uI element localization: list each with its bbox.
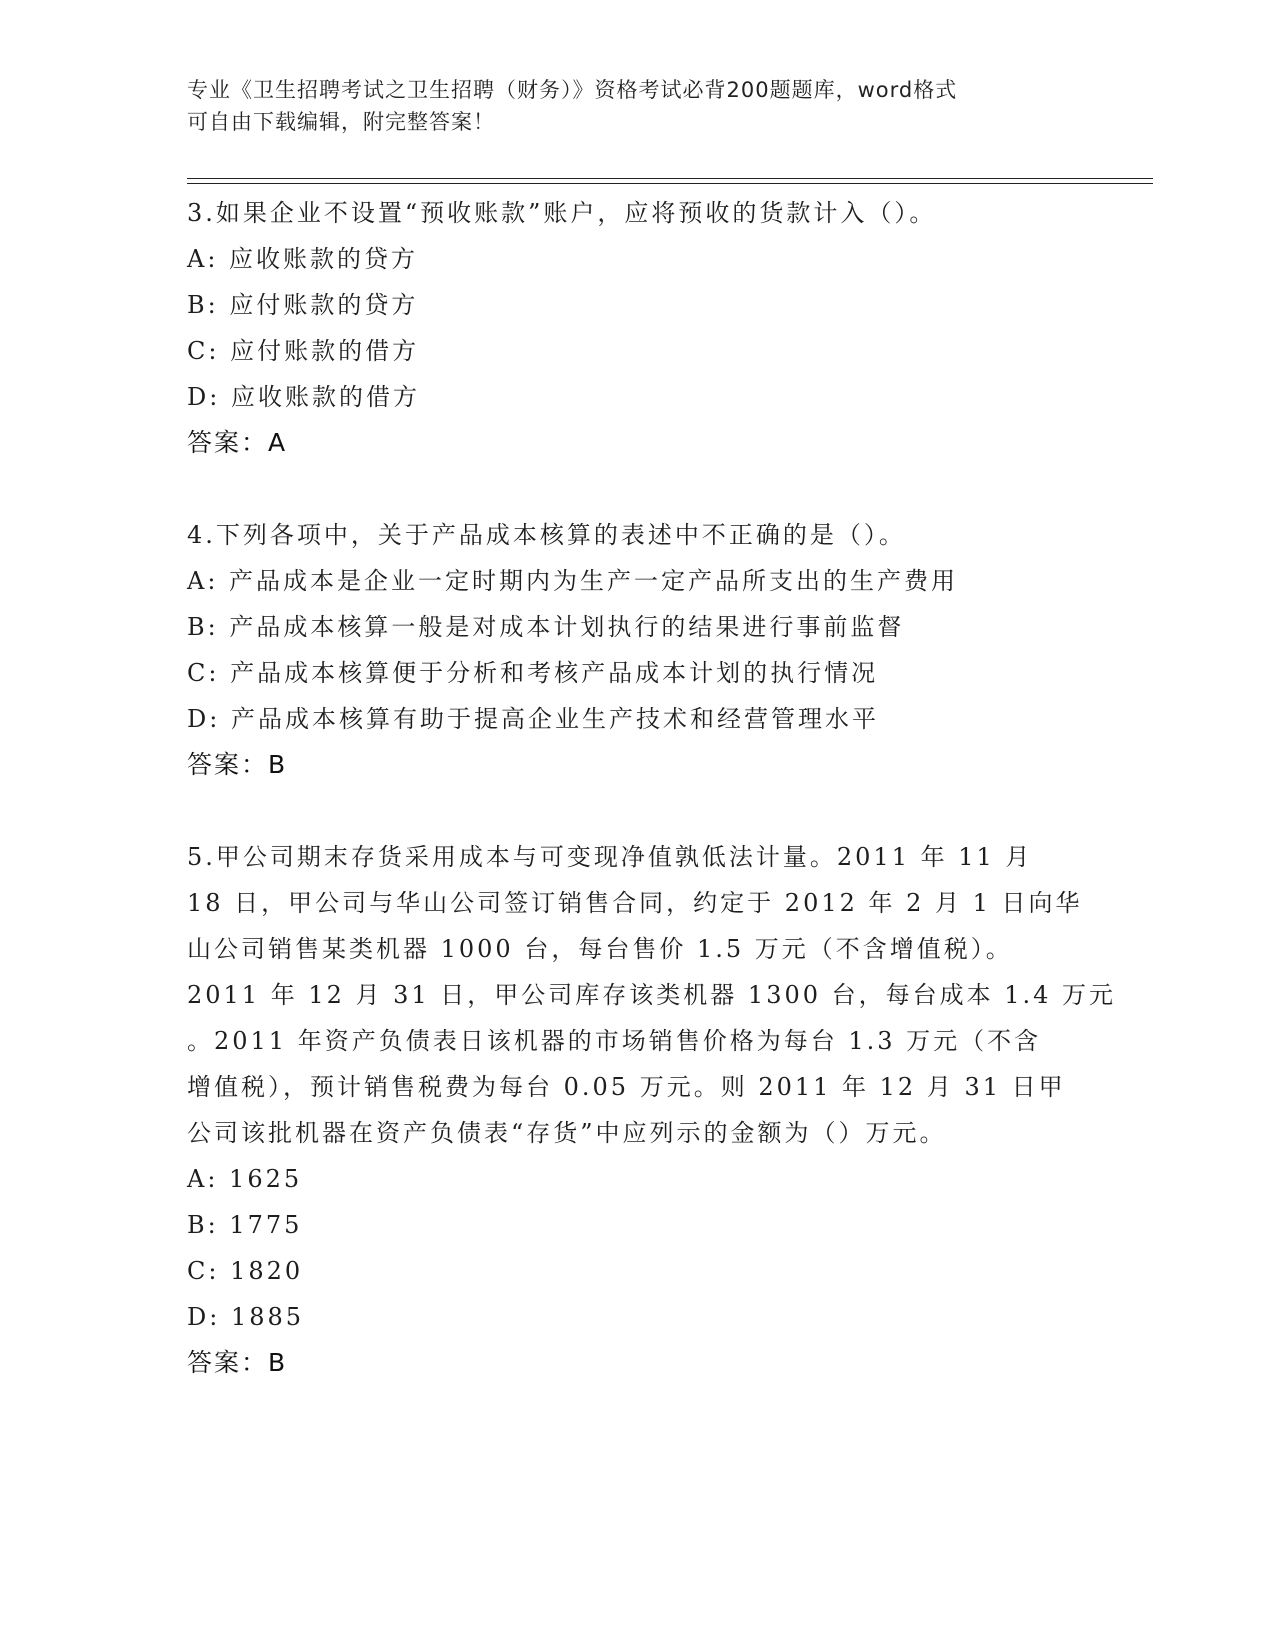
question-stem: 3.如果企业不设置“预收账款”账户，应将预收的货款计入（）。: [187, 199, 937, 227]
question-spacer: [187, 788, 1087, 834]
question-stem: 4.下列各项中，关于产品成本核算的表述中不正确的是（）。: [187, 521, 906, 549]
header-line-1: 专业《卫生招聘考试之卫生招聘（财务）》资格考试必背200题题库，word格式: [187, 78, 958, 102]
option-c: C: 产品成本核算便于分析和考核产品成本计划的执行情况: [187, 659, 879, 687]
option-b: B: 1775: [187, 1211, 303, 1239]
option-d: D: 产品成本核算有助于提高企业生产技术和经营管理水平: [187, 705, 879, 733]
header-divider-bottom: [187, 183, 1153, 184]
option-a: A: 产品成本是企业一定时期内为生产一定产品所支出的生产费用: [187, 567, 959, 595]
question-4: [187, 512, 1087, 788]
option-a: A: 应收账款的贷方: [187, 245, 419, 273]
document-header: [187, 74, 1087, 138]
option-b: B: 产品成本核算一般是对成本计划执行的结果进行事前监督: [187, 613, 905, 641]
header-line-2: 可自由下载编辑，附完整答案！: [187, 110, 495, 134]
question-stem-line: 。2011 年资产负债表日该机器的市场销售价格为每台 1.3 万元（不含: [187, 1027, 1042, 1055]
header-divider-top: [187, 178, 1153, 179]
option-b: B: 应付账款的贷方: [187, 291, 419, 319]
option-a: A: 1625: [187, 1165, 303, 1193]
question-stem-line: 山公司销售某类机器 1000 台，每台售价 1.5 万元（不含增值税）。: [187, 935, 1013, 963]
answer: 答案：A: [187, 428, 288, 457]
question-stem-line: 2011 年 12 月 31 日，甲公司库存该类机器 1300 台，每台成本 1.4 万元: [187, 981, 1117, 1009]
option-d: D: 应收账款的借方: [187, 383, 420, 411]
question-stem-line: 5.甲公司期末存货采用成本与可变现净值孰低法计量。2011 年 11 月: [187, 843, 1033, 871]
question-list: [187, 190, 1117, 1386]
answer: 答案：B: [187, 750, 288, 779]
option-d: D: 1885: [187, 1303, 305, 1331]
question-stem-line: 增值税），预计销售税费为每台 0.05 万元。则 2011 年 12 月 31 日甲: [187, 1073, 1066, 1101]
option-c: C: 1820: [187, 1257, 304, 1285]
option-c: C: 应付账款的借方: [187, 337, 420, 365]
question-5: [187, 834, 1117, 1386]
question-stem-line: 18 日，甲公司与华山公司签订销售合同，约定于 2012 年 2 月 1 日向华: [187, 889, 1083, 917]
question-spacer: [187, 466, 1087, 512]
question-stem-line: 公司该批机器在资产负债表“存货”中应列示的金额为（）万元。: [187, 1119, 947, 1147]
question-3: [187, 190, 1087, 466]
answer: 答案：B: [187, 1348, 288, 1377]
